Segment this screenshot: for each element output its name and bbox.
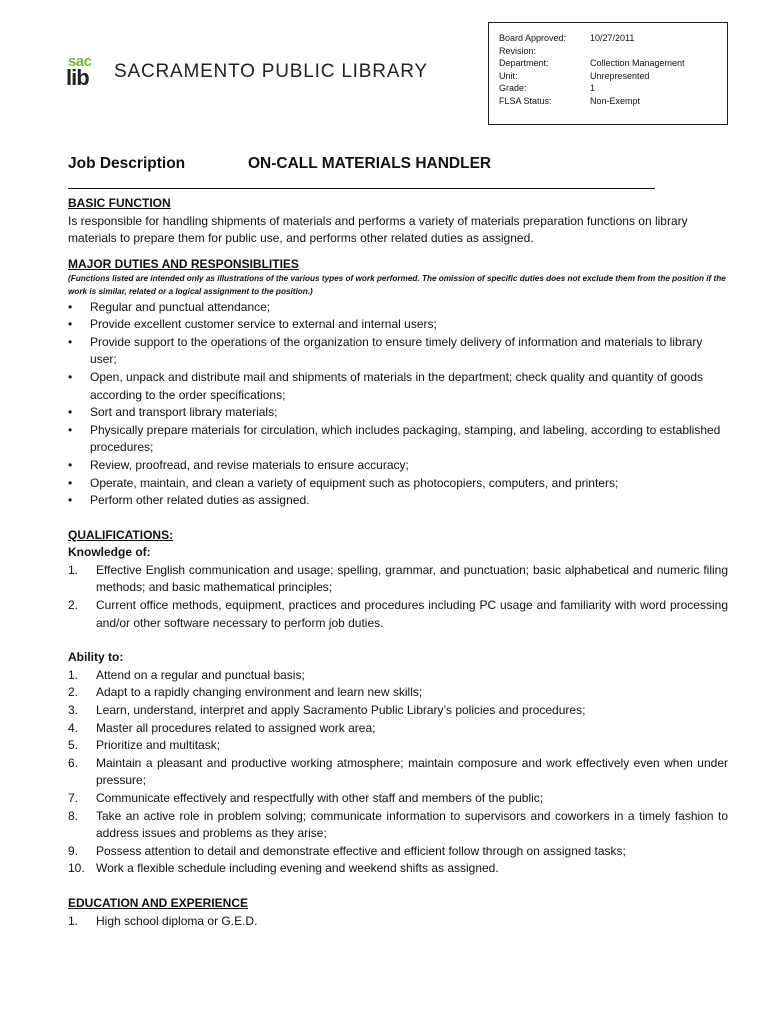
knowledge-item <box>68 562 728 597</box>
knowledge-label: Knowledge of: <box>68 545 151 560</box>
ability-text: Work a flexible schedule including evening and weekend shifts as assigned. <box>96 861 499 876</box>
duty-text: Open, unpack and distribute mail and shipments of materials in the department; check quality and quantity of goods according to the order specifications; <box>90 369 704 402</box>
item-number: 8. <box>68 808 79 823</box>
section-heading-duties: MAJOR DUTIES AND RESPONSIBLITIES <box>68 256 299 271</box>
item-number: 1. <box>68 913 79 928</box>
info-row <box>499 57 727 70</box>
item-number: 10. <box>68 861 85 876</box>
bullet-icon: • <box>68 317 73 332</box>
item-number: 1. <box>68 562 79 577</box>
item-number: 9. <box>68 843 79 858</box>
info-key: Department: <box>499 58 549 69</box>
section-heading-education: EDUCATION AND EXPERIENCE <box>68 895 249 910</box>
duty-item <box>68 404 728 422</box>
ability-text: Communicate effectively and respectfully with other staff and members of the public; <box>96 791 544 805</box>
info-row <box>499 45 727 58</box>
bullet-icon: • <box>68 457 73 472</box>
info-value: 1 <box>590 83 596 94</box>
ability-text: Maintain a pleasant and productive working atmosphere; maintain composure and work effectively even when under pressure; <box>96 755 728 788</box>
education-text: High school diploma or G.E.D. <box>96 913 258 928</box>
section-heading-qualifications: QUALIFICATIONS: <box>68 527 174 542</box>
ability-item <box>68 860 728 878</box>
ability-label: Ability to: <box>68 650 124 665</box>
bullet-icon: • <box>68 405 73 420</box>
item-number: 1. <box>68 667 79 682</box>
approval-info-box <box>488 22 728 125</box>
duty-text: Operate, maintain, and clean a variety of equipment such as photocopiers, computers, and printers; <box>90 475 619 490</box>
info-row <box>499 70 727 83</box>
ability-item <box>68 737 728 755</box>
ability-item <box>68 808 728 843</box>
ability-item <box>68 720 728 738</box>
ability-text: Master all procedures related to assigned work area; <box>96 720 376 735</box>
duty-text: Sort and transport library materials; <box>90 405 278 420</box>
ability-item <box>68 702 728 720</box>
bullet-icon: • <box>68 369 73 384</box>
knowledge-item <box>68 597 728 632</box>
ability-text: Take an active role in problem solving; communicate information to supervisors and coworkers in a timely fashion to address issues and problems as they arise; <box>96 808 728 841</box>
bullet-icon: • <box>68 334 73 349</box>
duties-list <box>68 299 728 510</box>
info-key: Board Approved: <box>499 33 567 43</box>
duty-text: Provide excellent customer service to external and internal users; <box>90 317 437 332</box>
duty-item <box>68 492 728 510</box>
logo-sac: sac <box>68 53 92 70</box>
duty-item <box>68 334 728 369</box>
education-item <box>68 913 728 931</box>
duty-text: Regular and punctual attendance; <box>90 299 271 314</box>
info-key: FLSA Status: <box>499 95 552 106</box>
ability-text: Prioritize and multitask; <box>96 738 221 753</box>
info-key: Unit: <box>499 70 518 81</box>
doc-type-label: Job Description <box>68 155 186 172</box>
duties-note: (Functions listed are intended only as illustrations of the various types of work performed. The omission of specific duties does not exclude them from the position if the work is similar, related or a logical assignment to the position.) <box>68 274 726 296</box>
ability-text: Possess attention to detail and demonstrate effective and efficient follow through on assigned tasks; <box>96 843 626 858</box>
logo-lib: lib <box>66 65 89 90</box>
title-divider <box>68 188 655 189</box>
info-value: Collection Management <box>590 58 685 69</box>
bullet-icon: • <box>68 493 73 508</box>
duty-text: Physically prepare materials for circulation, which includes packaging, stamping, and labeling, according to established procedures; <box>90 422 721 455</box>
duty-item <box>68 457 728 475</box>
bullet-icon: • <box>68 422 73 437</box>
item-number: 2. <box>68 685 79 700</box>
knowledge-text: Effective English communication and usage; spelling, grammar, and punctuation; basic alphabetical and numeric filing methods; and basic mathematical principles; <box>96 562 728 595</box>
duty-item <box>68 299 728 317</box>
item-number: 3. <box>68 703 79 718</box>
document-title <box>68 155 492 173</box>
document-body <box>68 195 728 930</box>
item-number: 6. <box>68 755 79 770</box>
info-value: Non-Exempt <box>590 95 641 106</box>
ability-item <box>68 843 728 861</box>
duty-item <box>68 475 728 493</box>
item-number: 5. <box>68 738 79 753</box>
duty-item <box>68 369 728 404</box>
info-value: 10/27/2011 <box>590 33 635 43</box>
duty-text: Perform other related duties as assigned. <box>90 493 310 508</box>
info-key: Revision: <box>499 45 537 56</box>
logo-mark <box>66 55 110 89</box>
item-number: 4. <box>68 720 79 735</box>
duty-text: Review, proofread, and revise materials to ensure accuracy; <box>90 457 409 472</box>
ability-text: Learn, understand, interpret and apply Sacramento Public Library’s policies and procedures; <box>96 703 586 718</box>
info-value: Unrepresented <box>590 70 650 81</box>
info-row <box>499 32 727 45</box>
knowledge-text: Current office methods, equipment, practices and procedures including PC usage and familiarity with word processing and/or other software necessary to perform job duties. <box>96 598 728 630</box>
info-row <box>499 82 727 95</box>
ability-text: Attend on a regular and punctual basis; <box>96 667 305 682</box>
info-row <box>499 95 727 108</box>
library-logo <box>66 55 428 89</box>
duty-text: Provide support to the operations of the organization to ensure timely delivery of information and materials to library user; <box>90 334 703 367</box>
bullet-icon: • <box>68 475 73 490</box>
ability-item <box>68 755 728 790</box>
section-heading-basic-function: BASIC FUNCTION <box>68 196 171 210</box>
job-title: ON-CALL MATERIALS HANDLER <box>248 155 492 172</box>
ability-text: Adapt to a rapidly changing environment and learn new skills; <box>96 685 423 700</box>
ability-item <box>68 667 728 685</box>
ability-item <box>68 684 728 702</box>
info-key: Grade: <box>499 83 527 94</box>
ability-item <box>68 790 728 808</box>
item-number: 2. <box>68 598 79 613</box>
logo-text: SACRAMENTO PUBLIC LIBRARY <box>114 61 428 82</box>
duty-item <box>68 422 728 457</box>
basic-function-text: Is responsible for handling shipments of materials and performs a variety of materials preparation functions on library materials to prepare them for public use, and performs other related duties as assigned. <box>68 213 688 246</box>
bullet-icon: • <box>68 299 73 314</box>
duty-item <box>68 316 728 334</box>
item-number: 7. <box>68 791 79 805</box>
